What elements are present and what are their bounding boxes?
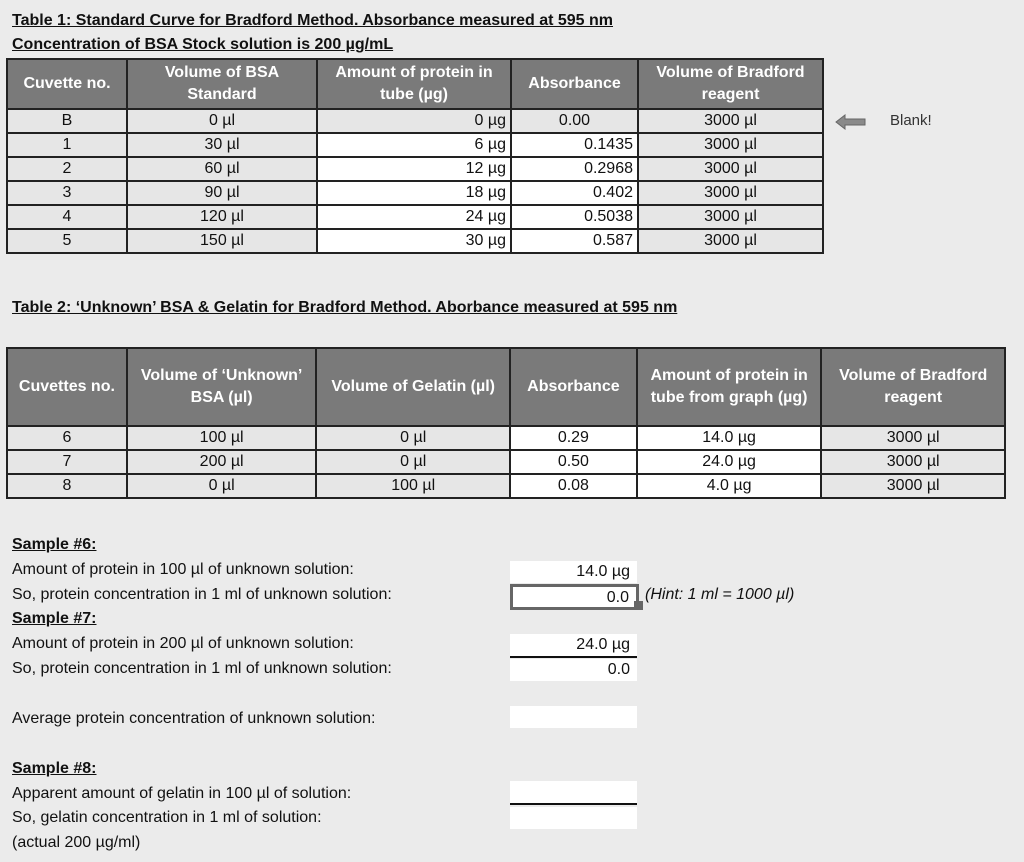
header-cell: Amount of protein in tube from graph (µg)	[637, 348, 822, 426]
table-cell[interactable]: 3000 µl	[821, 474, 1005, 498]
fill-handle[interactable]	[634, 601, 643, 610]
table-cell[interactable]: 4.0 µg	[637, 474, 822, 498]
blank-note: Blank!	[890, 112, 932, 129]
table-cell[interactable]: 6 µg	[317, 133, 511, 157]
table-cell[interactable]: 2	[7, 157, 127, 181]
sample7-heading: Sample #7:	[12, 610, 97, 627]
table-cell[interactable]: 3000 µl	[638, 109, 823, 133]
unknown-samples-table	[6, 347, 1006, 499]
average-label: Average protein concentration of unknown solution:	[12, 710, 376, 727]
sample6-heading: Sample #6:	[12, 536, 97, 553]
table-cell[interactable]: 6	[7, 426, 127, 450]
header-cell: Amount of protein in tube (µg)	[317, 59, 511, 109]
table-cell[interactable]: 12 µg	[317, 157, 511, 181]
table-row	[7, 109, 823, 133]
table-cell[interactable]: 0.08	[510, 474, 637, 498]
table-cell[interactable]: 0.29	[510, 426, 637, 450]
table-row	[7, 426, 1005, 450]
table1-title: Table 1: Standard Curve for Bradford Method. Absorbance measured at 595 nm	[12, 12, 614, 29]
table-cell[interactable]: 3	[7, 181, 127, 205]
header-cell: Volume of ‘Unknown’ BSA (µl)	[127, 348, 317, 426]
table-cell[interactable]: 24 µg	[317, 205, 511, 229]
sample8-concentration-cell[interactable]	[510, 807, 637, 829]
table-cell[interactable]: 18 µg	[317, 181, 511, 205]
table-cell[interactable]: 60 µl	[127, 157, 317, 181]
table-cell[interactable]: 3000 µl	[638, 205, 823, 229]
sample8-actual-note: (actual 200 µg/ml)	[12, 834, 141, 851]
header-cell: Cuvettes no.	[7, 348, 127, 426]
standard-curve-table	[6, 58, 824, 254]
table-cell[interactable]: 0 µl	[127, 109, 317, 133]
table-cell[interactable]: 0.402	[511, 181, 638, 205]
table-cell[interactable]: 0 µl	[316, 426, 510, 450]
table-cell[interactable]: 30 µl	[127, 133, 317, 157]
sample7-amount-cell[interactable]: 24.0 µg	[510, 634, 637, 658]
header-cell: Absorbance	[511, 59, 638, 109]
table-cell[interactable]: 5	[7, 229, 127, 253]
table-cell[interactable]: 3000 µl	[821, 426, 1005, 450]
header-cell: Volume of Bradford reagent	[638, 59, 823, 109]
table-cell[interactable]: 14.0 µg	[637, 426, 822, 450]
table-cell[interactable]: 3000 µl	[638, 133, 823, 157]
sample7-concentration-cell[interactable]: 0.0	[510, 659, 637, 681]
table-cell[interactable]: 1	[7, 133, 127, 157]
table-cell[interactable]: 3000 µl	[638, 181, 823, 205]
table-cell[interactable]: 4	[7, 205, 127, 229]
average-cell[interactable]	[510, 706, 637, 728]
table-cell[interactable]: 0.50	[510, 450, 637, 474]
table-row	[7, 474, 1005, 498]
table-cell[interactable]: 0.00	[511, 109, 638, 133]
header-cell: Volume of Gelatin (µl)	[316, 348, 510, 426]
table-row	[7, 181, 823, 205]
sample8-amount-label: Apparent amount of gelatin in 100 µl of solution:	[12, 785, 352, 802]
table1-subtitle: Concentration of BSA Stock solution is 200 µg/mL	[12, 36, 394, 53]
sample6-amount-cell[interactable]: 14.0 µg	[510, 561, 637, 583]
table-cell[interactable]: 0 µg	[317, 109, 511, 133]
table-cell[interactable]: 24.0 µg	[637, 450, 822, 474]
header-cell: Volume of Bradford reagent	[821, 348, 1005, 426]
table-cell[interactable]: 3000 µl	[638, 229, 823, 253]
table-cell[interactable]: 0.2968	[511, 157, 638, 181]
table-cell[interactable]: 150 µl	[127, 229, 317, 253]
table-cell[interactable]: 3000 µl	[638, 157, 823, 181]
left-arrow-icon	[835, 114, 867, 135]
table2-title: Table 2: ‘Unknown’ BSA & Gelatin for Bradford Method. Aborbance measured at 595 nm	[12, 299, 678, 316]
sample8-amount-cell[interactable]	[510, 781, 637, 805]
table-cell[interactable]: 120 µl	[127, 205, 317, 229]
table-cell[interactable]: 100 µl	[316, 474, 510, 498]
table-row	[7, 133, 823, 157]
table-row	[7, 450, 1005, 474]
header-cell: Volume of BSA Standard	[127, 59, 317, 109]
sample8-concentration-label: So, gelatin concentration in 1 ml of solution:	[12, 809, 322, 826]
header-cell: Absorbance	[510, 348, 637, 426]
table-cell[interactable]: 0 µl	[316, 450, 510, 474]
table-cell[interactable]: 100 µl	[127, 426, 317, 450]
table-cell[interactable]: 0 µl	[127, 474, 317, 498]
header-cell: Cuvette no.	[7, 59, 127, 109]
table-cell[interactable]: 3000 µl	[821, 450, 1005, 474]
hint-text: (Hint: 1 ml = 1000 µl)	[645, 586, 795, 603]
table-cell[interactable]: 30 µg	[317, 229, 511, 253]
table-cell[interactable]: 7	[7, 450, 127, 474]
table-cell[interactable]: 0.5038	[511, 205, 638, 229]
table-row	[7, 229, 823, 253]
table-row	[7, 157, 823, 181]
table-cell[interactable]: 200 µl	[127, 450, 317, 474]
sample7-amount-label: Amount of protein in 200 µl of unknown solution:	[12, 635, 354, 652]
table-cell[interactable]: 0.587	[511, 229, 638, 253]
sample6-amount-label: Amount of protein in 100 µl of unknown solution:	[12, 561, 354, 578]
table-cell[interactable]: 8	[7, 474, 127, 498]
table-cell[interactable]: 0.1435	[511, 133, 638, 157]
sample6-concentration-cell[interactable]: 0.0	[510, 584, 639, 610]
sample7-concentration-label: So, protein concentration in 1 ml of unknown solution:	[12, 660, 392, 677]
table-cell[interactable]: B	[7, 109, 127, 133]
sample6-concentration-label: So, protein concentration in 1 ml of unknown solution:	[12, 586, 392, 603]
table-row	[7, 205, 823, 229]
table-cell[interactable]: 90 µl	[127, 181, 317, 205]
sample8-heading: Sample #8:	[12, 760, 97, 777]
